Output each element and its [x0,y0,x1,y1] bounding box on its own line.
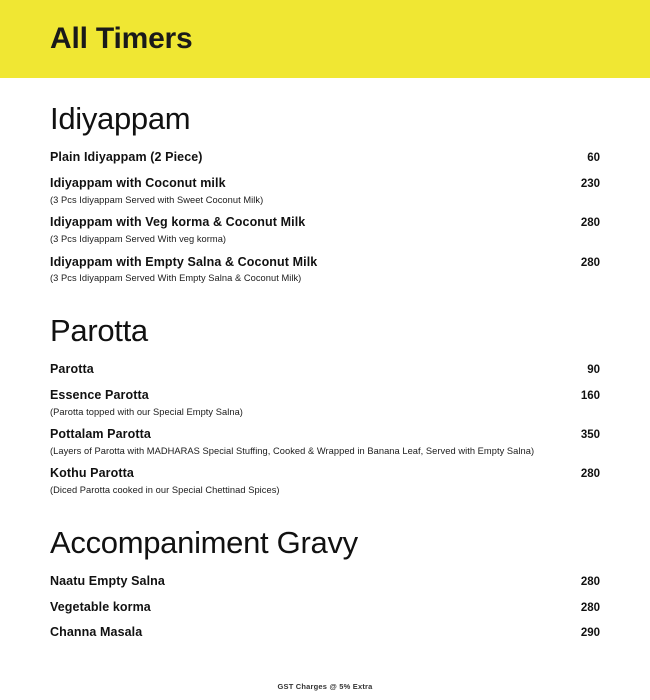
menu-item [50,464,600,503]
menu-item-name: Kothu Parotta [50,466,134,481]
menu-item-price: 280 [580,468,600,481]
menu-item-price: 280 [580,601,600,614]
section-heading: Parotta [50,312,148,348]
menu-item-row [50,425,600,444]
menu-item-list [50,148,600,291]
menu-item-row [50,213,600,232]
menu-item-name: Vegetable korma [50,599,151,614]
menu-item-row [50,598,600,617]
gst-note: GST Charges @ 5% Extra [277,682,373,691]
menu-item [50,623,600,649]
menu-item-list [50,360,600,503]
menu-item-row [50,360,600,379]
menu-item-description: (Layers of Parotta with MADHARAS Special Stuffing, Cooked & Wrapped in Banana Leaf, Served with Empty Salna) [50,445,535,456]
menu-item [50,598,600,624]
menu-item-name: Naatu Empty Salna [50,574,165,589]
menu-item [50,386,600,425]
menu-item-row [50,623,600,642]
menu-item-name: Idiyappam with Empty Salna & Coconut Milk [50,254,318,269]
menu-item-price: 280 [580,256,600,269]
menu-item-description: (3 Pcs Idiyappam Served with Sweet Coconut Milk) [50,194,264,205]
menu-item-name: Channa Masala [50,625,143,640]
menu-item [50,360,600,386]
section-heading: Accompaniment Gravy [50,524,358,560]
menu-item-price: 280 [580,217,600,230]
menu-item-name: Idiyappam with Coconut milk [50,176,226,191]
page-title: All Timers [50,22,193,55]
menu-section [50,78,600,292]
menu-item [50,148,600,174]
menu-item-list [50,572,600,649]
menu-item-description: (Parotta topped with our Special Empty Salna) [50,406,243,417]
menu-item-price: 280 [580,576,600,589]
menu-item-price: 90 [587,364,600,377]
menu-item-description: (3 Pcs Idiyappam Served With Empty Salna & Coconut Milk) [50,273,302,284]
menu-item-name: Parotta [50,362,94,377]
menu-item-row [50,464,600,483]
menu-item-price: 60 [587,152,600,165]
menu-item-row [50,148,600,167]
menu-item-row [50,386,600,405]
menu-item [50,572,600,598]
menu-item-description: (Diced Parotta cooked in our Special Chettinad Spices) [50,485,280,496]
menu-section [50,504,600,649]
menu-header-banner [0,0,650,78]
menu-item-row [50,174,600,193]
menu-item-row [50,572,600,591]
menu-item-price: 160 [580,389,600,402]
menu-item-price: 350 [580,429,600,442]
menu-item-name: Pottalam Parotta [50,427,151,442]
menu-item-name: Plain Idiyappam (2 Piece) [50,150,203,165]
menu-item-name: Essence Parotta [50,387,149,402]
section-heading: Idiyappam [50,101,191,136]
menu-item-row [50,253,600,272]
menu-item-description: (3 Pcs Idiyappam Served With veg korma) [50,234,227,245]
menu-body [0,78,650,649]
menu-item-price: 230 [580,178,600,191]
menu-item [50,213,600,252]
menu-item-price: 290 [580,627,600,640]
menu-item [50,253,600,292]
menu-section [50,292,600,504]
menu-item [50,425,600,464]
menu-item [50,174,600,213]
menu-item-name: Idiyappam with Veg korma & Coconut Milk [50,215,306,230]
